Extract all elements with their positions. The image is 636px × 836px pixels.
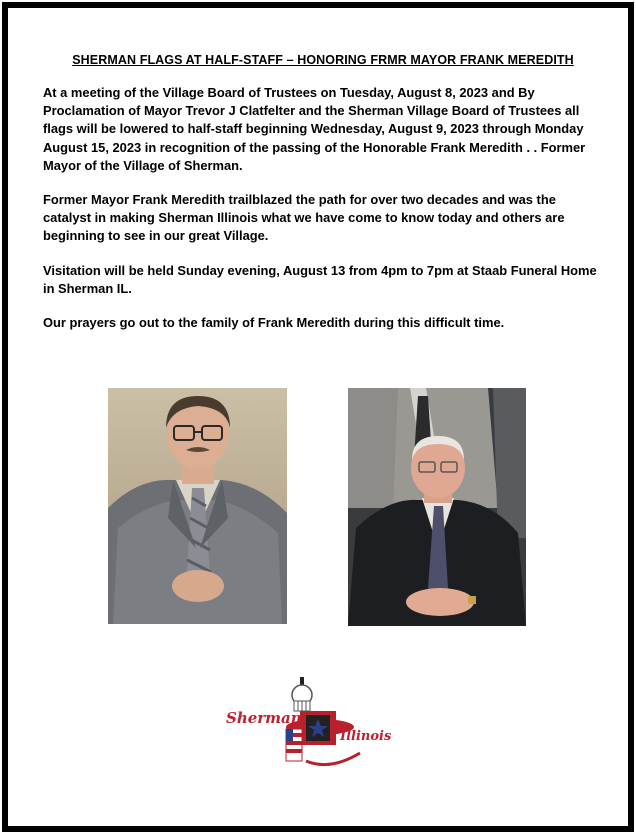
notice-title: SHERMAN FLAGS AT HALF-STAFF – HONORING FRMR MAYOR FRANK MEREDITH <box>72 53 574 67</box>
portrait-photo-older <box>348 388 526 626</box>
paragraph-visitation: Visitation will be held Sunday evening, August 13 from 4pm to 7pm at Staab Funeral Home in Sherman IL. <box>43 262 597 296</box>
paragraph-prayers: Our prayers go out to the family of Frank Meredith during this difficult time. <box>43 315 505 331</box>
notice-page <box>2 2 634 832</box>
sherman-illinois-logo <box>220 675 416 771</box>
notice-content <box>43 53 603 348</box>
portrait-photo-young <box>108 388 287 624</box>
logo-text-sherman: Sherman <box>226 709 302 727</box>
paragraph-proclamation: At a meeting of the Village Board of Trustees on Tuesday, August 8, 2023 and By Proclamation of Mayor Trevor J Clatfelter and the Sherman Village Board of Trustees all flags will be lowered to half-staff beginning Wednesday, August 9, 2023 through Monday August 15, 2023 in recognition of the passing of the Honorable Frank Meredith . . Former Mayor of the Village of Sherman. <box>43 85 586 173</box>
paragraph-tribute: Former Mayor Frank Meredith trailblazed the path for over two decades and was the catalyst in making Sherman Illinois what we have come to know today and others are beginning to see in our great Village. <box>43 192 565 244</box>
logo-text-illinois: Illinois <box>340 729 392 744</box>
